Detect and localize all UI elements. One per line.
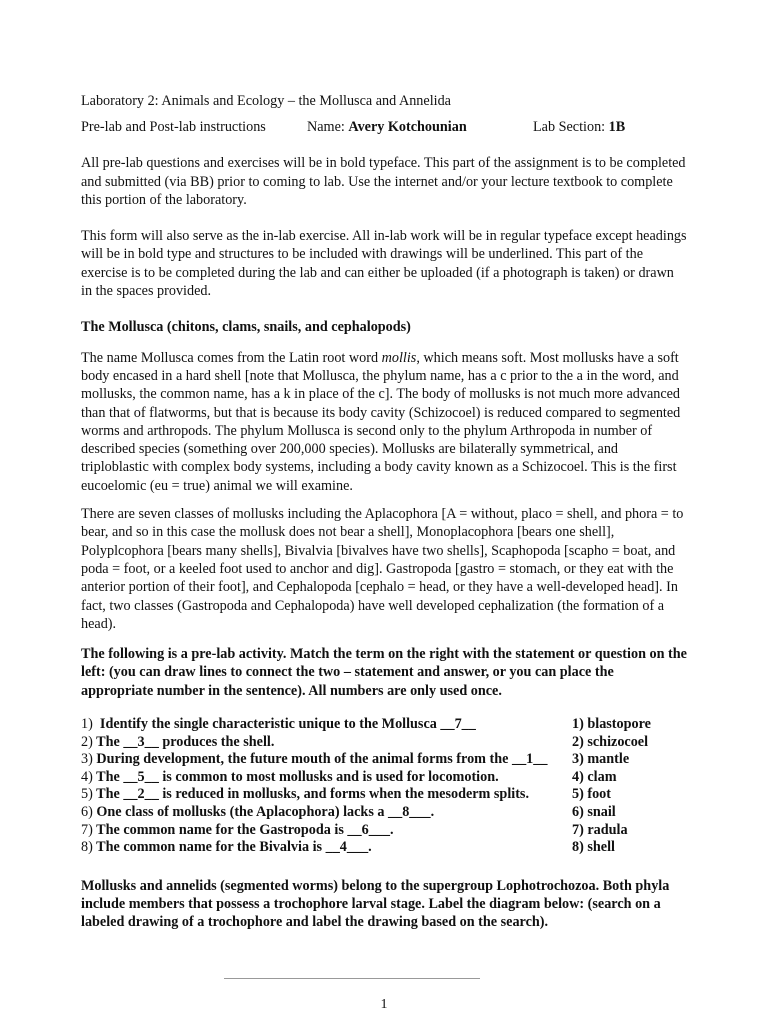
trochophore-paragraph: Mollusks and annelids (segmented worms) belong to the supergroup Lophotrochozoa. Both phyla include members that possess a trochophore larval stage. Label the diagram below: (search on a labeled drawing of a trochophore and label the drawing based on the search). xyxy=(81,877,670,931)
matching-question xyxy=(81,804,434,822)
matching-answer: 1) blastopore xyxy=(572,716,651,733)
question-number: 1) xyxy=(81,716,93,733)
matching-question xyxy=(81,751,547,769)
document-page xyxy=(81,92,687,932)
matching-question xyxy=(81,716,476,734)
header-info-row xyxy=(81,119,687,136)
matching-row xyxy=(81,804,687,822)
matching-row xyxy=(81,786,687,804)
question-text: The __2__ is reduced in mollusks, and forms when the mesoderm splits. xyxy=(92,786,530,803)
matching-answer: 6) snail xyxy=(572,803,616,820)
question-text: The __5__ is common to most mollusks and is used for locomotion. xyxy=(92,768,499,785)
question-number: 6) xyxy=(81,803,93,820)
document-title: Laboratory 2: Animals and Ecology – the Mollusca and Annelida xyxy=(81,93,451,109)
question-text: Identify the single characteristic unique to the Mollusca __7__ xyxy=(92,716,476,733)
matching-question xyxy=(81,734,274,752)
name-value: Avery Kotchounian xyxy=(348,119,467,136)
matching-question xyxy=(81,839,372,857)
question-text: One class of mollusks (the Aplacophora) lacks a __8___. xyxy=(92,803,435,820)
question-number: 3) xyxy=(81,751,93,768)
matching-question xyxy=(81,786,529,804)
lab-section xyxy=(533,119,625,136)
page-number: 1 xyxy=(380,997,388,1012)
section-label: Lab Section: xyxy=(533,119,606,136)
matching-list xyxy=(81,716,687,857)
matching-row xyxy=(81,839,687,857)
prelab-instructions: The following is a pre-lab activity. Match the term on the right with the statement or question on the left: (you can draw lines to connect the two – statement and answer, or you can place the appropriate number in the sentence). All numbers are only used once. xyxy=(81,646,687,699)
para1-italic: mollis xyxy=(381,349,417,366)
matching-row xyxy=(81,734,687,752)
question-number: 7) xyxy=(81,821,93,838)
name-label: Name: xyxy=(307,119,345,136)
matching-answer: 8) shell xyxy=(572,839,615,856)
footer-divider xyxy=(224,978,480,979)
matching-answer: 7) radula xyxy=(572,821,628,838)
mollusca-heading: The Mollusca (chitons, clams, snails, and cephalopods) xyxy=(81,319,411,336)
question-number: 5) xyxy=(81,786,93,803)
question-text: The common name for the Bivalvia is __4___. xyxy=(92,839,372,856)
matching-question xyxy=(81,769,499,787)
instructions-label: Pre-lab and Post-lab instructions xyxy=(81,119,266,136)
question-number: 8) xyxy=(81,839,93,856)
matching-answer: 4) clam xyxy=(572,768,617,785)
matching-row xyxy=(81,751,687,769)
intro-paragraph-2: This form will also serve as the in-lab exercise. All in-lab work will be in regular typeface except headings will be in bold type and structures to be included with drawings will be underlined. This part of the exercise is to be completed during the lab and can either be uploaded (if a photograph is taken) or drawn in the spaces provided. xyxy=(81,228,687,300)
mollusca-paragraph-1 xyxy=(81,349,687,495)
question-number: 4) xyxy=(81,768,93,785)
matching-row xyxy=(81,716,687,734)
matching-row xyxy=(81,822,687,840)
para1-text-b: , which means soft. Most mollusks have a soft body encased in a hard shell [note that Mollusca, the phylum name, has a c prior to the a in the word, and mollusks, the common name, has a k in place of the c]. The body of mollusks is not much more advanced than that of flatworms, but that is because its body cavity (Schizocoel) is reduced compared to segmented worms and arthropods. The phylum Mollusca is second only to the phylum Arthropoda in number of described species (something over 200,000 species). Mollusks are bilaterally symmetrical, and triploblastic with complex body systems, including a body cavity known as a Schizocoel. This is the first eucoelomic (eu = true) animal we will examine. xyxy=(81,349,681,494)
question-text: During development, the future mouth of the animal forms from the __1__ xyxy=(92,751,548,768)
para1-text-a: The name Mollusca comes from the Latin root word xyxy=(81,349,382,366)
matching-answer: 2) schizocoel xyxy=(572,733,649,750)
matching-answer: 5) foot xyxy=(572,786,612,803)
matching-answer: 3) mantle xyxy=(572,751,630,768)
question-number: 2) xyxy=(81,733,93,750)
section-value: 1B xyxy=(608,119,626,136)
intro-paragraph-1: All pre-lab questions and exercises will be in bold typeface. This part of the assignment is to be completed and submitted (via BB) prior to coming to lab. Use the internet and/or your lecture textbook to complete this portion of the laboratory. xyxy=(81,155,686,208)
question-text: The __3__ produces the shell. xyxy=(92,733,275,750)
matching-row xyxy=(81,769,687,787)
matching-question xyxy=(81,822,394,840)
question-text: The common name for the Gastropoda is __6___. xyxy=(92,821,394,838)
student-name xyxy=(307,119,533,136)
mollusca-paragraph-2: There are seven classes of mollusks including the Aplacophora [A = without, placo = shell, and phora = to bear, and so in this case the mollusk does not bear a shell], Monoplacophora [bears one shell], Polyplcophora [bears many shells], Bivalvia [bivalves have two shells], Scaphopoda [scapho = boat, and poda = foot, or a keeled foot used to anchor and dig]. Gastropoda [gastro = stomach, or they eat with the anterior portion of their foot], and Cephalopoda [cephalo = head, or they have a well-developed head]. In fact, two classes (Gastropoda and Cephalopoda) have well developed cephalization (the formation of a head). xyxy=(81,506,684,632)
